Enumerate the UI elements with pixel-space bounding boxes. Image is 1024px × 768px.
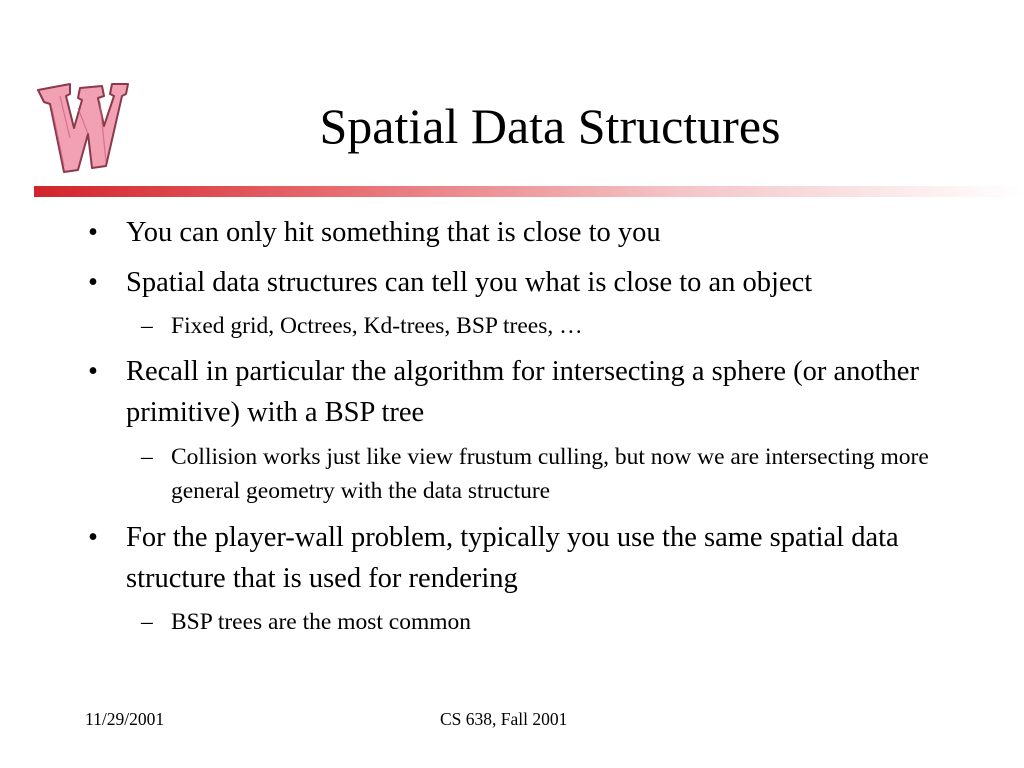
bullet-text: You can only hit something that is close to you (126, 217, 661, 248)
bullet-item (88, 517, 966, 599)
sub-bullet-text: Collision works just like view frustum culling, but now we are intersecting more general geometry with the data structure (171, 444, 929, 504)
bullet-item (88, 262, 966, 303)
bullet-text: For the player-wall problem, typically you use the same spatial data structure that is used for rendering (126, 522, 899, 594)
bullet-text: Spatial data structures can tell you what is close to an object (126, 267, 813, 298)
sub-bullet-item (141, 440, 941, 508)
w-logo-icon (30, 78, 130, 178)
sub-bullet-text: BSP trees are the most common (171, 609, 472, 635)
bullet-text: Recall in particular the algorithm for intersecting a sphere (or another primitive) with a BSP tree (126, 356, 919, 428)
slide-title: Spatial Data Structures (319, 98, 781, 154)
bullet-glyph: • (88, 217, 98, 248)
dash-glyph: – (141, 444, 153, 470)
title-underline-bar (34, 186, 1024, 197)
bullet-item (88, 351, 966, 433)
bullet-glyph: • (88, 356, 98, 387)
footer-date: 11/29/2001 (85, 709, 165, 729)
bullet-item (88, 212, 966, 253)
bullet-glyph: • (88, 267, 98, 298)
dash-glyph: – (141, 609, 153, 635)
sub-bullet-item (141, 605, 941, 639)
footer-course: CS 638, Fall 2001 (440, 709, 568, 729)
bullet-glyph: • (88, 522, 98, 553)
sub-bullet-item (141, 309, 941, 343)
sub-bullet-text: Fixed grid, Octrees, Kd-trees, BSP trees, … (171, 313, 583, 339)
dash-glyph: – (141, 313, 153, 339)
